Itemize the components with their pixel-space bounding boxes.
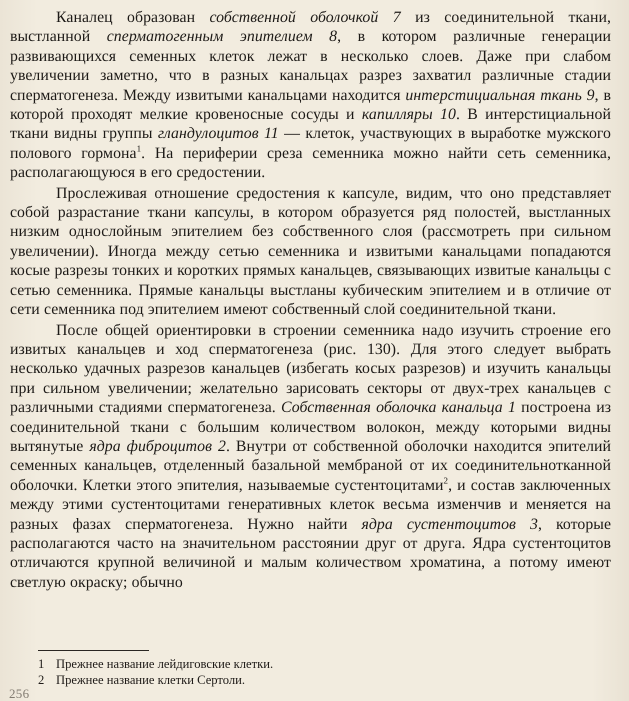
text-run: , и состав заключенных между этими сустентоцитами генеративных клеток весьма изменчив и меняется на разных фазах сперматогенеза. Нужно найти [10, 476, 612, 533]
text-run: капилляры 10 [361, 106, 456, 124]
footnote-separator [38, 650, 149, 651]
text-run: ядра сустентоцитов 3 [361, 515, 538, 533]
footnote-1-marker: 1 [38, 657, 45, 671]
text-run: , которые располагаются часто на значительном расстоянии друг от друга. Ядра сустентоцитов отличаются крупной величиной и малым количеством хроматина, а потому имеют светлую окраску; обычно [10, 515, 611, 591]
text-run: собственной оболочкой 7 [209, 9, 401, 26]
text-run: . Внутри от собственной оболочки находится эпителий семенных канальцев, отделенный базальной мембраной от их соединительнотканной оболочки. Клетки этого эпителия, называемые сустентоцитами [10, 437, 612, 494]
text-run: Собственная оболочка канальца 1 [281, 399, 516, 417]
text-run: построена из соединительной ткани с большим количеством волокон, между которыми видны вытянутые [10, 399, 611, 455]
text-run: ядра фиброцитов 2 [89, 437, 226, 455]
footnote-reference: 2 [443, 475, 449, 486]
paragraph-3 [10, 321, 611, 593]
footnote-2-text: Прежнее название клетки Сертоли. [56, 673, 246, 687]
footnote-2 [38, 672, 598, 688]
text-run: . В интерстициальной ткани видны группы [10, 106, 612, 143]
text-run: из соединительной ткани, выстланной [10, 9, 611, 46]
main-text-block [10, 8, 611, 592]
text-run: , в которой проходят мелкие кровеносные сосуды и [10, 86, 612, 124]
footnote-2-marker: 2 [38, 673, 45, 687]
text-run: После общей ориентировки в строении семенника надо изучить строение его извитых канальцев и ход сперматогенеза (рис. 130). Для этого следует выбрать несколько удачных разрезов канальцев (избегать косых разрезов) и изучить канальцы при сильном увеличении; желательно зарисовать секторы от двух-трех канальцев с различными стадиями сперматогенеза. [10, 321, 611, 417]
text-run: , в котором различные генерации развивающихся семенных клеток лежат в несколько слоев. Даже при слабом увеличении заметно, что в разных канальцах разрез захватил различные стадии сперматогенеза. Между извитыми канальцами находится [10, 28, 612, 104]
footnote-1 [38, 656, 598, 672]
footnote-1-text: Прежнее название лейдиговские клетки. [56, 657, 274, 671]
text-run: гландулоцитов 11 [157, 125, 279, 143]
text-run: сперматогенным эпителием 8 [106, 28, 338, 46]
footnotes-block [38, 656, 598, 688]
text-run: Каналец образован [56, 9, 210, 26]
text-run: интерстициальная ткань 9 [405, 86, 595, 104]
footnote-reference: 1 [136, 143, 142, 154]
text-run: Прослеживая отношение средостения к капсуле, видим, что оно представляет собой разрастание ткани капсулы, в котором образуется ряд полостей, выстланных низким однослойным эпителием без собственного слоя (рассмотреть при сильном увеличении). Иногда между сетью семенника и извитыми канальцами попадаются косые разрезы тонких и коротких прямых канальцев, связывающих извитые канальцы с сетью семенника. Прямые канальцы выстланы кубическим эпителием и в отличие от сети семенника под эпителием имеют собственный слой соединительной ткани. [10, 184, 611, 319]
page-number: 256 [9, 686, 30, 701]
text-run: — клеток, участвующих в выработке мужского полового гормона [10, 125, 612, 162]
paragraph-1 [10, 8, 611, 183]
text-run: . На периферии среза семенника можно найти сеть семенника, располагающуюся в его средостении. [10, 144, 611, 182]
paragraph-2 [10, 184, 611, 320]
